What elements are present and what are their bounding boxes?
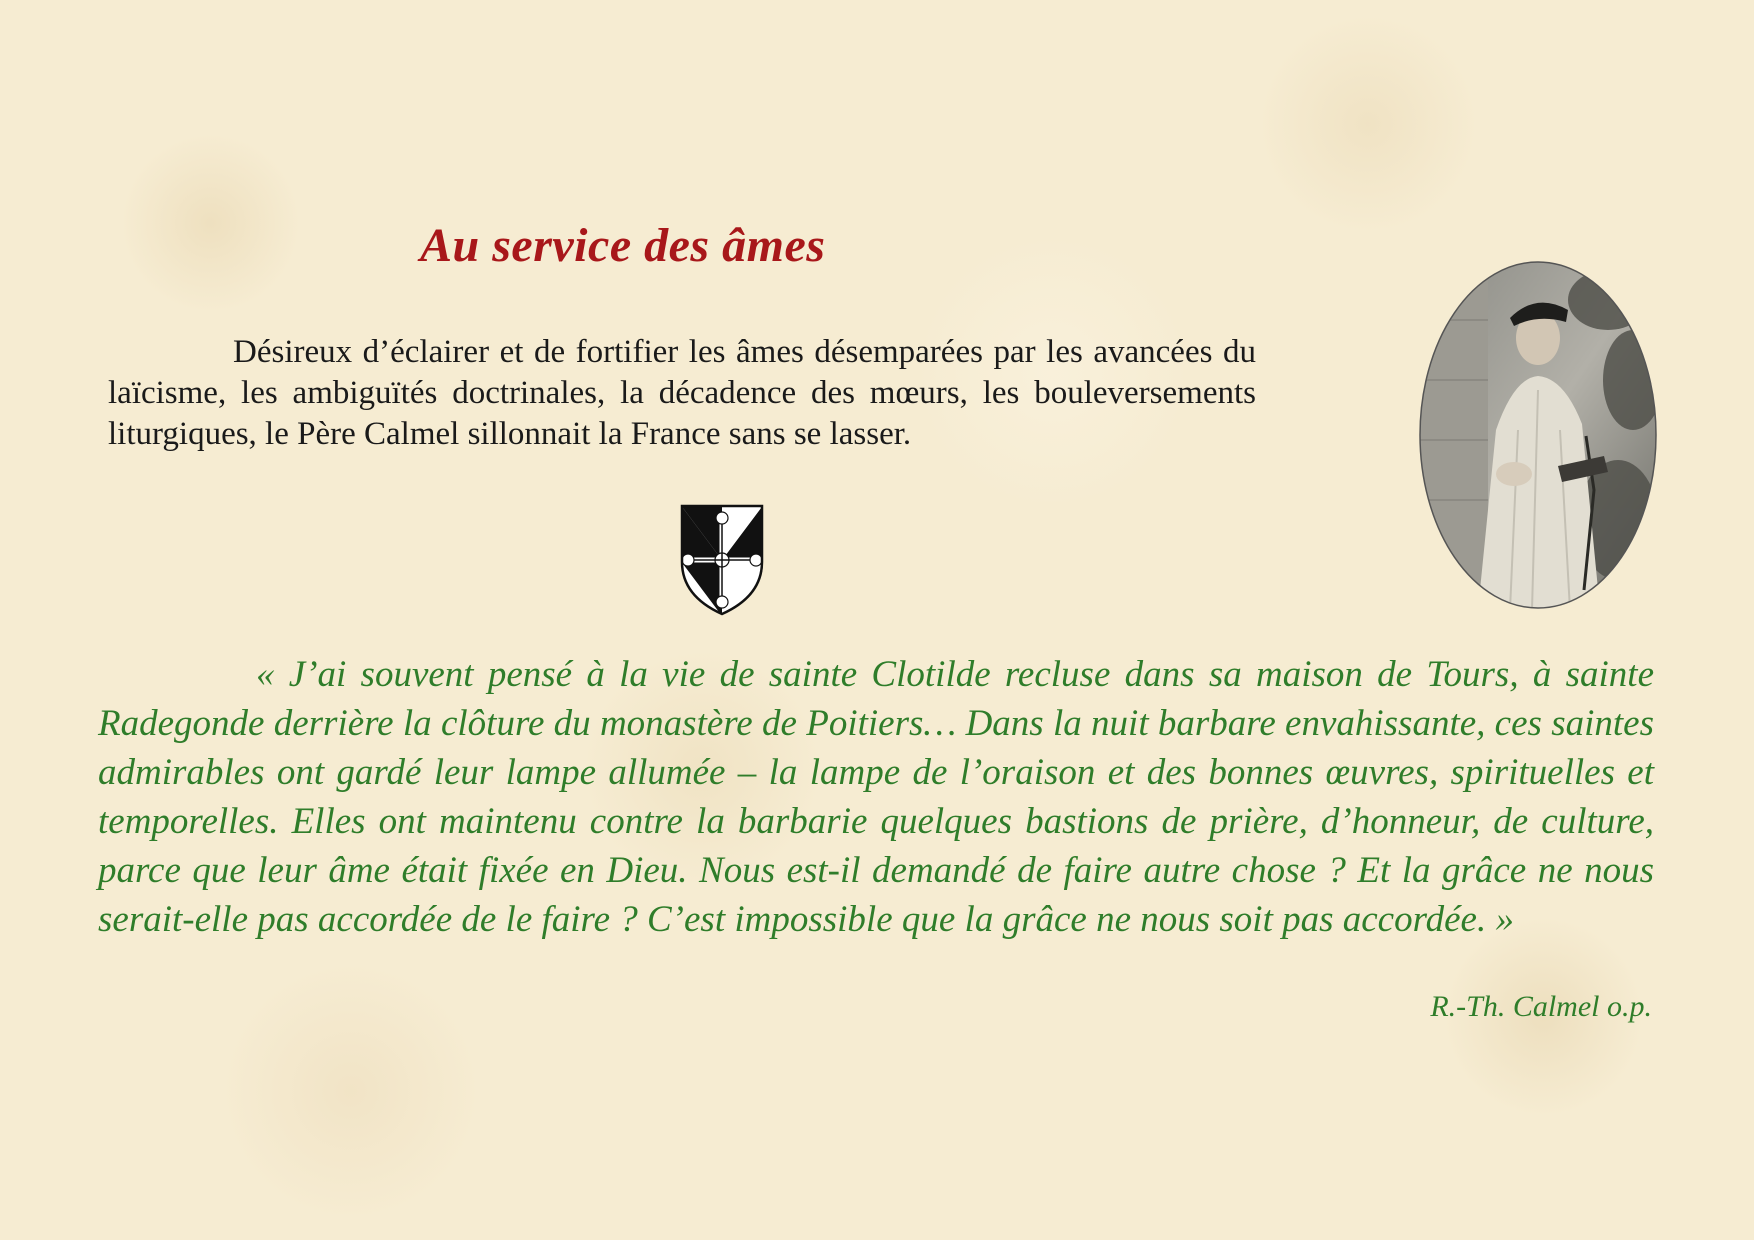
page-title: Au service des âmes: [420, 219, 826, 272]
dominican-cross-shield-icon: [680, 504, 764, 616]
portrait-photo: [1418, 260, 1658, 610]
quote-paragraph: « J’ai souvent pensé à la vie de sainte Clotilde recluse dans sa maison de Tours, à sainte Radegonde derrière la clôture du monastère de Poitiers… Dans la nuit barbare envahissante, ces saintes admirables ont gardé leur lampe allumée – la lampe de l’oraison et des bonnes œuvres, spirituelles et temporelles. Elles ont maintenu contre la barbarie quelques bastions de prière, d’honneur, de culture, parce que leur âme était fixée en Dieu. Nous est-il demandé de faire autre chose ? Et la grâce ne nous serait-elle pas accordée de le faire ? C’est impossible que la grâce ne nous soit pas accordée. »: [98, 654, 1654, 940]
quote-author: R.-Th. Calmel o.p.: [1430, 990, 1652, 1023]
intro-paragraph: Désireux d’éclairer et de fortifier les âmes désemparées par les avancées du laïcisme, les ambiguïtés doctrinales, la décadence des mœurs, les bouleversements liturgiques, le Père Calmel sillonnait la France sans se lasser.: [108, 334, 1256, 452]
